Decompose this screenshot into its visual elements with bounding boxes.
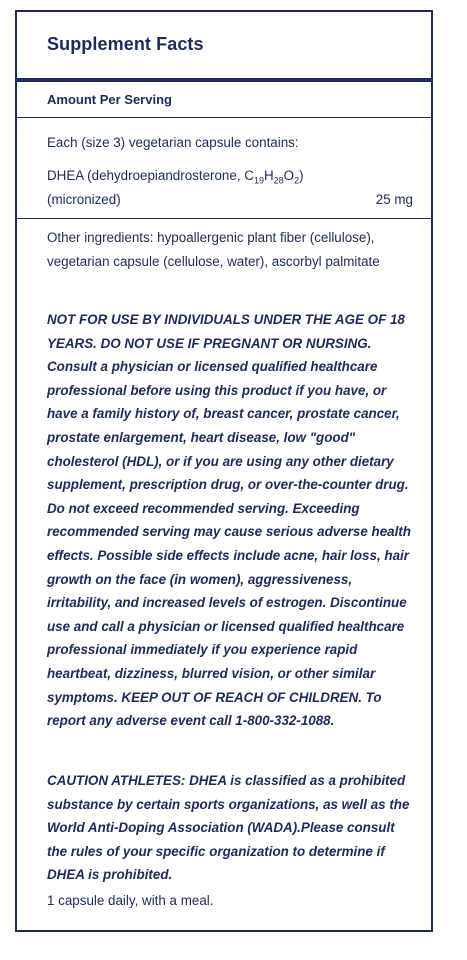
formula-close: ) (299, 168, 304, 183)
other-ingredients: Other ingredients: hypoallergenic plant fiber (cellulose), vegetarian capsule (cellulose, water), ascorbyl palmitate (47, 230, 380, 269)
amount-per-serving-label: Amount Per Serving (47, 92, 172, 107)
ingredient-name-text: DHEA (dehydroepiandrosterone, C (47, 168, 254, 183)
caution-athletes-text: CAUTION ATHLETES: DHEA is classified as a prohibited substance by certain sports organizations, as well as the World Anti-Doping Association (WADA).Please consult the rules of your specific organization to determine if DHEA is prohibited. (47, 773, 410, 883)
capsule-intro: Each (size 3) vegetarian capsule contains: (47, 135, 299, 150)
section-divider (17, 218, 431, 219)
formula-subscript-o: 2 (294, 175, 300, 186)
formula-subscript-c: 19 (253, 175, 264, 186)
ingredient-row-dhea (47, 164, 413, 212)
formula-subscript-h: 28 (273, 175, 284, 186)
formula-h: H (263, 168, 274, 183)
ingredient-name (47, 164, 413, 188)
supplement-facts-panel (15, 10, 433, 932)
amount-per-serving-row (17, 82, 431, 118)
ingredient-form: (micronized) (47, 192, 121, 207)
warning-text: NOT FOR USE BY INDIVIDUALS UNDER THE AGE OF 18 YEARS. DO NOT USE IF PREGNANT OR NURSING. Consult a physician or licensed qualified healthcare professional before using this product if you have, or have a family history of, breast cancer, prostate cancer, prostate enlargement, heart disease, low "good" cholesterol (HDL), or if you are using any other dietary supplement, prescription drug, or over-the-counter drug. Do not exceed recommended serving. Exceeding recommended serving may cause serious adverse health effects. Possible side effects include acne, hair loss, hair growth on the face (in women), aggressiveness, irritability, and increased levels of estrogen. Discontinue use and call a physician or licensed qualified healthcare professional immediately if you experience rapid heartbeat, dizziness, blurred vision, or other similar symptoms. KEEP OUT OF REACH OF CHILDREN. To report any adverse event call 1-800-332-1088. (47, 312, 411, 729)
panel-title: Supplement Facts (47, 34, 204, 54)
suggested-use: 1 capsule daily, with a meal. (47, 893, 214, 908)
title-row (17, 12, 431, 82)
ingredient-amount: 25 mg (375, 192, 413, 207)
formula-o: O (283, 168, 295, 183)
